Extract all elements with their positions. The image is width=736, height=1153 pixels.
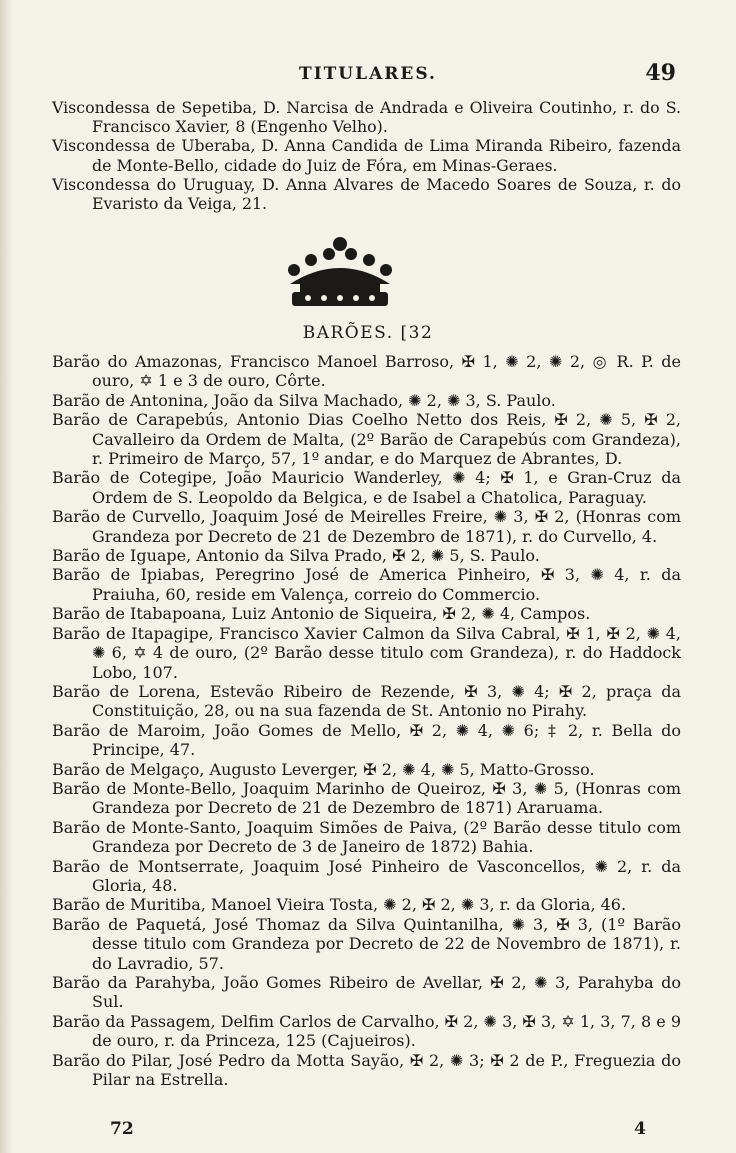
list-item: Barão de Itabapoana, Luiz Antonio de Siqueira, ✠ 2, ✺ 4, Campos.: [52, 604, 591, 624]
list-item: Barão do Pilar, José Pedro da Motta Sayão, ✠ 2, ✺ 3; ✠ 2 de P., Freguezia do Pilar na Estrella.: [52, 1050, 681, 1090]
list-item: Barão de Iguape, Antonio da Silva Prado, ✠ 2, ✺ 5, S. Paulo.: [52, 546, 540, 566]
folio-number: 72: [110, 1119, 134, 1139]
list-item: Barão de Cotegipe, João Mauricio Wanderley, ✺ 4; ✠ 1, e Gran-Cruz da Ordem de S. Leopoldo da Belgica, e de Isabel a Chatolica, Paraguay.: [52, 468, 681, 507]
list-item: Barão do Amazonas, Francisco Manoel Barroso, ✠ 1, ✺ 2, ✺ 2, ◎ R. P. de ouro, ✡ 1 e 3 de ouro, Côrte.: [52, 352, 681, 391]
signature-mark: 4: [634, 1119, 646, 1139]
list-item: Viscondessa de Sepetiba, D. Narcisa de Andrada e Oliveira Coutinho, r. do S. Francisco Xavier, 8 (Engenho Velho).: [52, 98, 681, 137]
list-item: Barão de Ipiabas, Peregrino José de America Pinheiro, ✠ 3, ✺ 4, r. da Praiuha, 60, reside em Valença, correio do Commercio.: [52, 565, 681, 604]
list-item: Barão de Itapagipe, Francisco Xavier Calmon da Silva Cabral, ✠ 1, ✠ 2, ✺ 4, ✺ 6, ✡ 4 de ouro, (2º Barão desse titulo com Grandeza), r. do Haddock Lobo, 107.: [52, 623, 681, 682]
list-item: Barão de Curvello, Joaquim José de Meirelles Freire, ✺ 3, ✠ 2, (Honras com Grandeza por Decreto de 21 de Dezembro de 1871), r. do Curvello, 4.: [52, 507, 681, 546]
baroes-list: [52, 352, 681, 1089]
page-edge-shadow: [0, 0, 12, 1153]
viscondessas-list: [52, 98, 681, 213]
page-number: 49: [645, 60, 676, 86]
list-item: Barão de Maroim, João Gomes de Mello, ✠ 2, ✺ 4, ✺ 6; ‡ 2, r. Bella do Principe, 47.: [52, 720, 681, 760]
section-heading: BARÕES. [32: [302, 323, 434, 343]
crown-ornament-icon: [278, 234, 402, 312]
list-item: Barão de Monte-Bello, Joaquim Marinho de Queiroz, ✠ 3, ✺ 5, (Honras com Grandeza por Decreto de 21 de Dezembro de 1871) Araruama.: [52, 778, 681, 818]
list-item: Viscondessa de Uberaba, D. Anna Candida de Lima Miranda Ribeiro, fazenda de Monte-Bello, cidade do Juiz de Fóra, em Minas-Geraes.: [52, 136, 681, 175]
list-item: Barão da Parahyba, João Gomes Ribeiro de Avellar, ✠ 2, ✺ 3, Parahyba do Sul.: [52, 973, 681, 1012]
list-item: Viscondessa do Uruguay, D. Anna Alvares de Macedo Soares de Souza, r. do Evaristo da Veiga, 21.: [52, 174, 681, 214]
list-item: Barão de Muritiba, Manoel Vieira Tosta, ✺ 2, ✠ 2, ✺ 3, r. da Gloria, 46.: [52, 895, 627, 915]
page-header: [60, 60, 676, 90]
list-item: Barão de Antonina, João da Silva Machado, ✺ 2, ✺ 3, S. Paulo.: [52, 390, 556, 410]
list-item: Barão de Paquetá, José Thomaz da Silva Quintanilha, ✺ 3, ✠ 3, (1º Barão desse titulo com Grandeza por Decreto de 22 de Novembro de 1871), r. do Lavradio, 57.: [52, 914, 681, 973]
list-item: Barão de Montserrate, Joaquim José Pinheiro de Vasconcellos, ✺ 2, r. da Gloria, 48.: [52, 856, 681, 895]
list-item: Barão da Passagem, Delfim Carlos de Carvalho, ✠ 2, ✺ 3, ✠ 3, ✡ 1, 3, 7, 8 e 9 de ouro, r. da Princeza, 125 (Cajueiros).: [52, 1011, 681, 1051]
list-item: Barão de Monte-Santo, Joaquim Simões de Paiva, (2º Barão desse titulo com Grandeza por Decreto de 3 de Janeiro de 1872) Bahia.: [52, 817, 681, 857]
list-item: Barão de Carapebús, Antonio Dias Coelho Netto dos Reis, ✠ 2, ✺ 5, ✠ 2, Cavalleiro da Ordem de Malta, (2º Barão de Carapebús com Grandeza), r. Primeiro de Março, 57, 1º andar, e do Marquez de Abrantes, D.: [52, 410, 681, 469]
running-title: TITULARES.: [299, 64, 437, 84]
list-item: Barão de Melgaço, Augusto Leverger, ✠ 2, ✺ 4, ✺ 5, Matto-Grosso.: [52, 759, 595, 779]
list-item: Barão de Lorena, Estevão Ribeiro de Rezende, ✠ 3, ✺ 4; ✠ 2, praça da Constituição, 28, ou na sua fazenda de St. Antonio no Pirahy.: [52, 681, 681, 721]
